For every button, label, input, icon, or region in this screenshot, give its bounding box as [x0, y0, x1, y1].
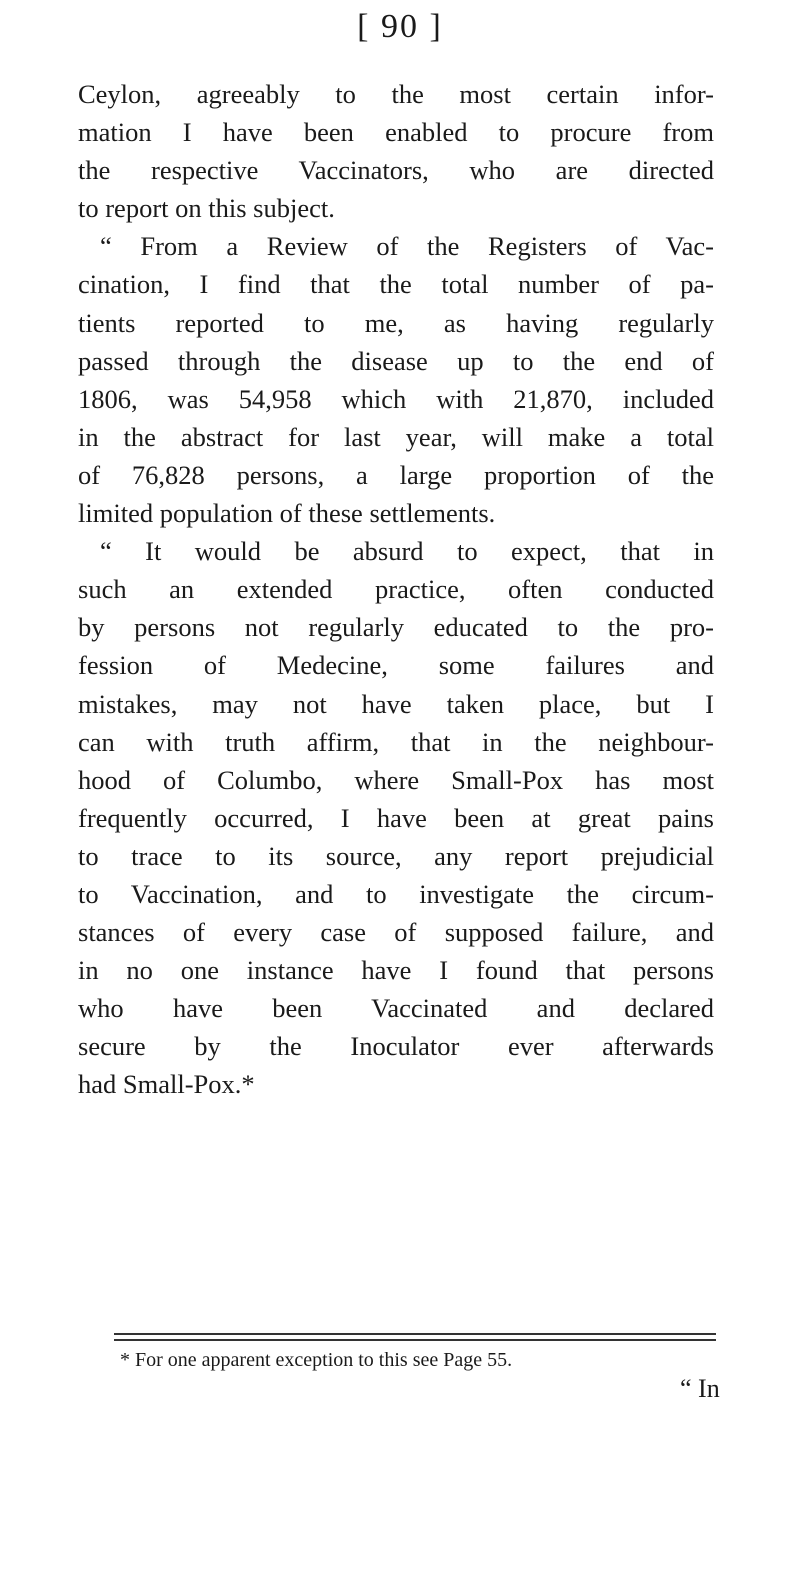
- text-line: fession of Medecine, some failures and: [78, 650, 714, 681]
- text-line: tients reported to me, as having regularly: [78, 307, 714, 338]
- page-number: [ 90 ]: [357, 8, 443, 45]
- footnote-divider: [114, 1339, 716, 1341]
- text-line: mation I have been enabled to procure from: [78, 117, 714, 148]
- text-line: had Small-Pox.*: [78, 1069, 255, 1100]
- catchword: “ In: [680, 1374, 720, 1403]
- text-line: cination, I find that the total number of pa-: [78, 269, 714, 300]
- text-line: mistakes, may not have taken place, but I: [78, 688, 714, 719]
- text-line: secure by the Inoculator ever afterwards: [78, 1031, 714, 1062]
- text-line: limited population of these settlements.: [78, 498, 496, 529]
- text-line: stances of every case of supposed failure, and: [78, 917, 714, 948]
- text-line: passed through the disease up to the end of: [78, 345, 714, 376]
- text-line: “ From a Review of the Registers of Vac-: [100, 231, 714, 262]
- text-line: in no one instance have I found that persons: [78, 955, 714, 986]
- text-line: to trace to its source, any report prejudicial: [78, 840, 714, 871]
- text-line: to report on this subject.: [78, 193, 335, 224]
- footnote: * For one apparent exception to this see Page 55.: [120, 1349, 513, 1371]
- text-line: such an extended practice, often conducted: [78, 574, 714, 605]
- body-text: [78, 75, 714, 1104]
- text-line: can with truth affirm, that in the neighbour-: [78, 726, 714, 757]
- footnote-divider: [114, 1333, 716, 1335]
- text-line: hood of Columbo, where Small-Pox has most: [78, 764, 714, 795]
- text-line: 1806, was 54,958 which with 21,870, included: [78, 383, 714, 414]
- text-line: Ceylon, agreeably to the most certain infor-: [78, 79, 714, 109]
- text-line: in the abstract for last year, will make a total: [78, 421, 714, 452]
- text-line: “ It would be absurd to expect, that in: [100, 536, 714, 567]
- text-line: who have been Vaccinated and declared: [78, 993, 714, 1024]
- text-line: to Vaccination, and to investigate the circum-: [78, 878, 714, 909]
- text-line: by persons not regularly educated to the pro-: [78, 612, 714, 643]
- text-line: the respective Vaccinators, who are directed: [78, 155, 714, 186]
- text-line: frequently occurred, I have been at great pains: [78, 802, 714, 833]
- text-line: of 76,828 persons, a large proportion of the: [78, 459, 714, 490]
